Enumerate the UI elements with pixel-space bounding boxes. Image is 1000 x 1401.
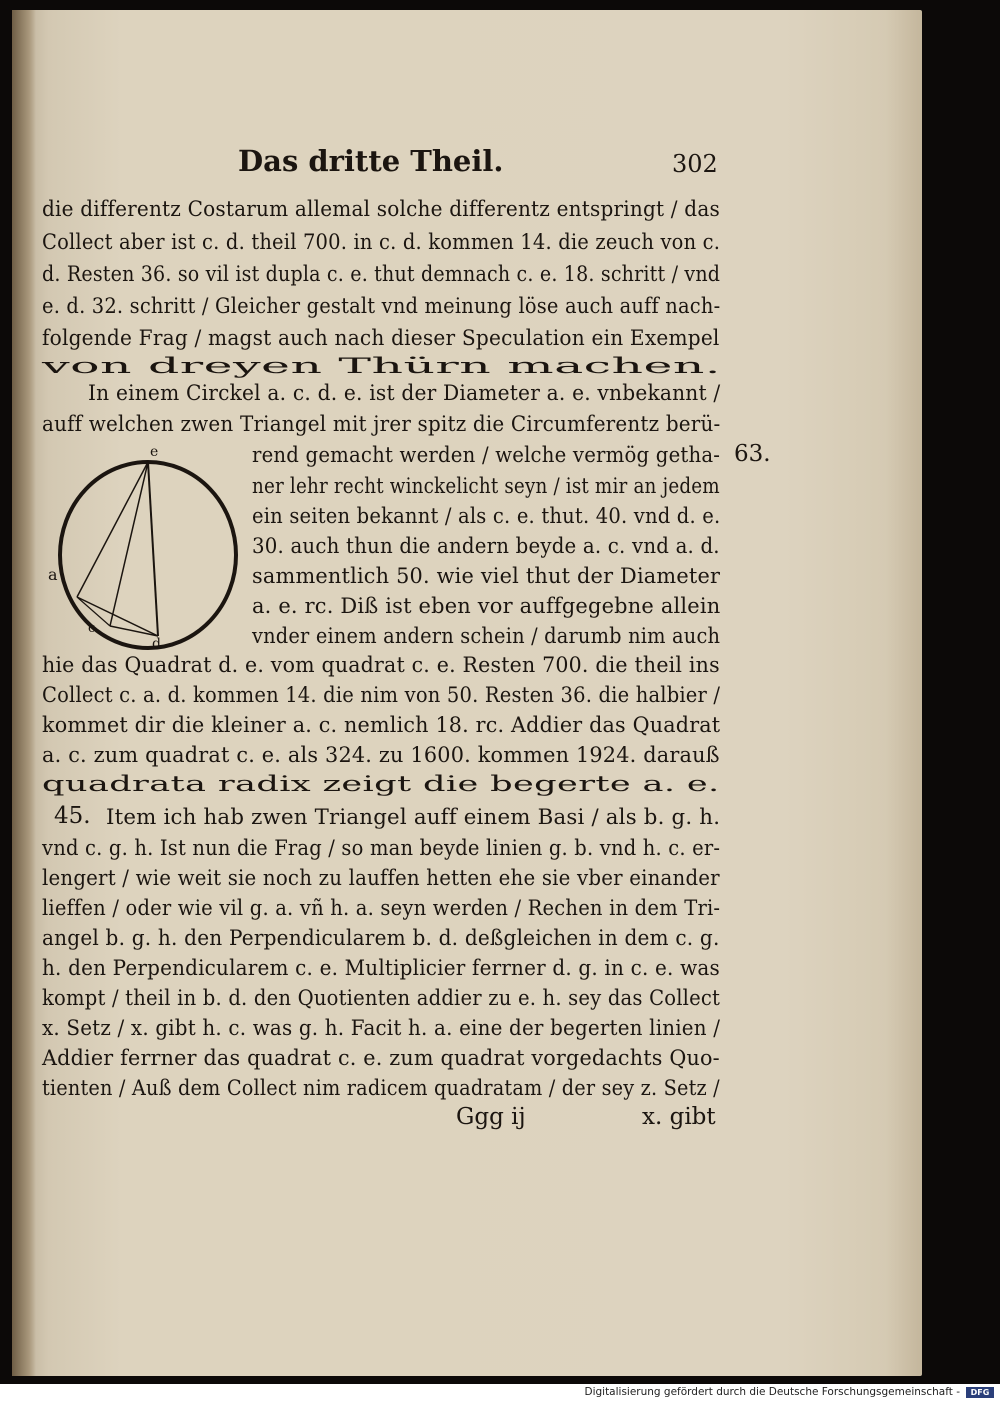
body-line: lieffen / oder wie vil g. a. vñ h. a. seyn werden / Rechen in dem Tri- <box>42 896 721 921</box>
diagram-circle <box>60 462 236 648</box>
body-line: die differentz Costarum allemal solche differentz entspringt / das <box>42 197 720 222</box>
margin-number-63: 63. <box>734 441 771 467</box>
signature-mark: Ggg ij <box>456 1104 526 1130</box>
diagram-label-left: a <box>48 565 58 584</box>
diagram-diameter <box>148 462 158 636</box>
body-line: h. den Perpendicularem c. e. Multiplicier ferrner d. g. in c. e. was <box>42 956 720 981</box>
body-line: kompt / theil in b. d. den Quotienten addier zu e. h. sey das Collect <box>42 986 721 1011</box>
body-line: vnder einem andern schein / darumb nim auch <box>252 624 721 649</box>
body-line: Item ich hab zwen Triangel auff einem Basi / als b. g. h. <box>106 805 721 830</box>
body-line: d. Resten 36. so vil ist dupla c. e. thut demnach c. e. 18. schritt / vnd <box>42 262 721 287</box>
diagram-label-bottom-left: c <box>88 621 96 636</box>
body-line: x. Setz / x. gibt h. c. was g. h. Facit h. a. eine der begerten linien / <box>42 1016 721 1041</box>
body-line: vnd c. g. h. Ist nun die Frag / so man beyde linien g. b. vnd h. c. er- <box>42 836 721 861</box>
body-line: von dreyen Thürn machen. <box>42 354 721 379</box>
catchword: x. gibt <box>642 1104 716 1130</box>
body-line: angel b. g. h. den Perpendicularem b. d. deßgleichen in dem c. g. <box>42 926 720 951</box>
circle-triangle-diagram <box>44 440 244 650</box>
diagram-side <box>77 462 148 597</box>
body-line: tienten / Auß dem Collect nim radicem quadratam / der sey z. Setz / <box>42 1076 720 1101</box>
page-gutter <box>12 10 36 1376</box>
body-line: ein seiten bekannt / als c. e. thut. 40. vnd d. e. <box>252 504 721 529</box>
body-line: kommet dir die kleiner a. c. nemlich 18. rc. Addier das Quadrat <box>42 713 721 738</box>
diagram-side <box>110 626 158 636</box>
body-line: lengert / wie weit sie noch zu lauffen hetten ehe sie vber einander <box>42 866 720 891</box>
body-line: Collect aber ist c. d. theil 700. in c. d. kommen 14. die zeuch von c. <box>42 230 721 255</box>
body-line: rend gemacht werden / welche vermög getha- <box>252 443 721 468</box>
running-title: Das dritte Theil. <box>238 144 504 178</box>
body-line: a. e. rc. Diß ist eben vor auffgegebne allein <box>252 594 721 619</box>
body-line: Collect c. a. d. kommen 14. die nim von 50. Resten 36. die halbier / <box>42 683 721 708</box>
body-line: e. d. 32. schritt / Gleicher gestalt vnd meinung löse auch auff nach- <box>42 294 721 319</box>
footer-bar <box>0 1384 1000 1401</box>
footer-credit: Digitalisierung gefördert durch die Deutsche Forschungsgemeinschaft - <box>584 1386 960 1398</box>
body-line: hie das Quadrat d. e. vom quadrat c. e. Resten 700. die theil ins <box>42 653 720 678</box>
body-line: auff welchen zwen Triangel mit jrer spitz die Circumferentz berü- <box>42 412 721 437</box>
body-line: Addier ferrner das quadrat c. e. zum quadrat vorgedachts Quo- <box>42 1046 720 1071</box>
body-line: ner lehr recht winckelicht seyn / ist mir an jedem <box>252 474 720 499</box>
margin-number-45: 45. <box>54 803 91 829</box>
body-line: folgende Frag / magst auch nach dieser Speculation ein Exempel <box>42 326 720 351</box>
body-line: In einem Circkel a. c. d. e. ist der Diameter a. e. vnbekannt / <box>88 381 721 406</box>
diagram-label-top: e <box>150 444 159 460</box>
dfg-logo: DFG <box>966 1387 994 1398</box>
body-line: quadrata radix zeigt die begerte a. e. <box>42 772 720 797</box>
body-line: 30. auch thun die andern beyde a. c. vnd a. d. <box>252 534 720 559</box>
diagram-side <box>110 462 148 626</box>
page-number: 302 <box>672 150 718 178</box>
body-line: sammentlich 50. wie viel thut der Diameter <box>252 564 721 589</box>
body-line: a. c. zum quadrat c. e. als 324. zu 1600. kommen 1924. darauß <box>42 743 720 768</box>
diagram-label-bottom: d <box>152 636 161 650</box>
